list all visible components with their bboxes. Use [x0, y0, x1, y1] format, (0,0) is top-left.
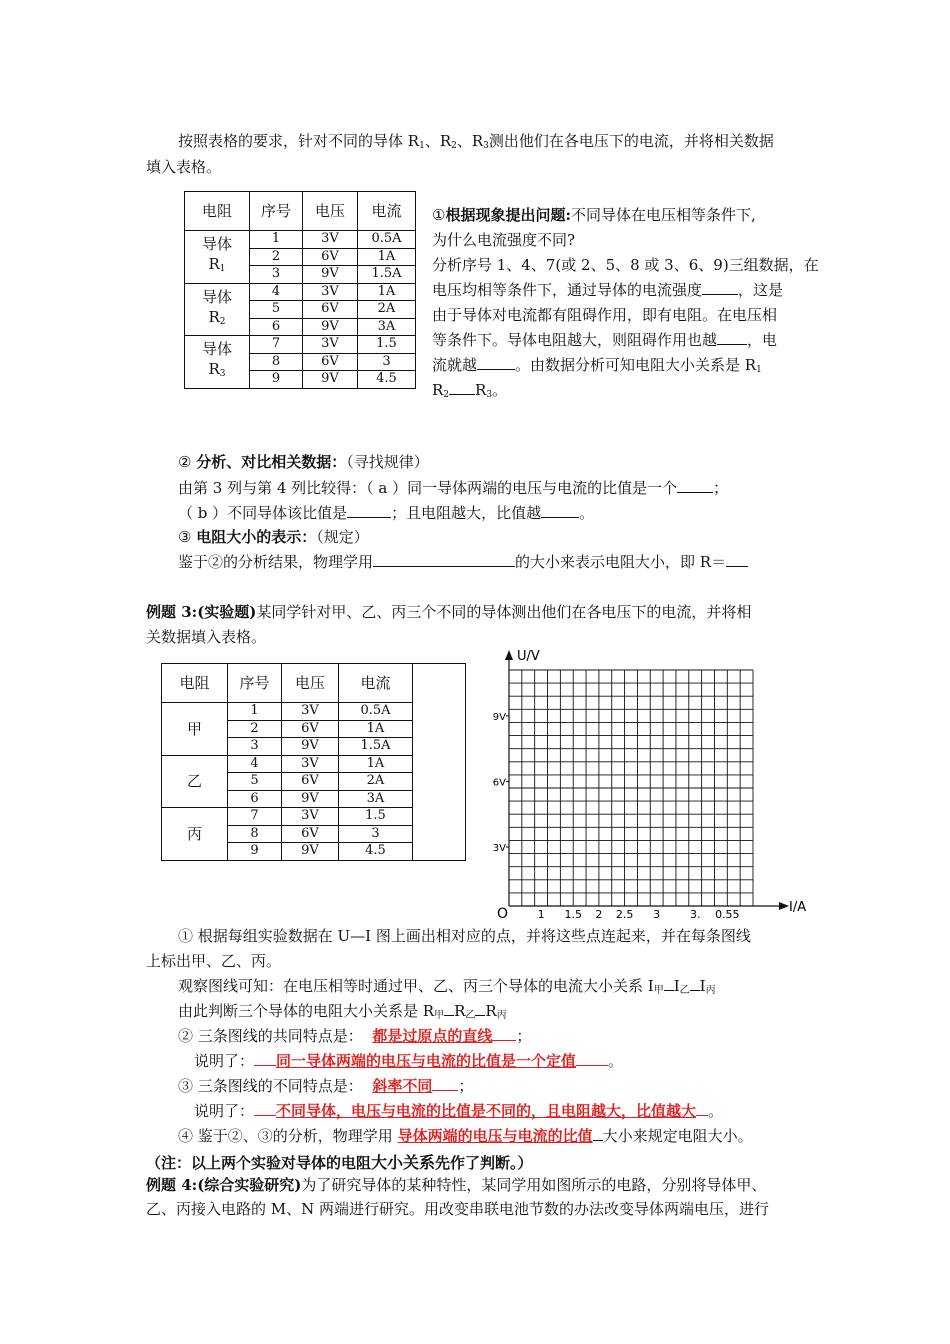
cell: 1.5: [339, 808, 413, 826]
side-question: ①根据现象提出问题:不同导体在电压相等条件下,: [432, 206, 756, 224]
fill-blank[interactable]: [444, 1001, 454, 1016]
observation-line: 观察图线可知：在电压相等时通过甲、乙、丙三个导体的电流大小关系 $I_甲$ $I_乙$ $I_丙$: [178, 977, 716, 996]
note-line: （注：以上两个实验对导体的电阻大小关系先作了判断。）: [146, 1153, 533, 1172]
cell: 9V: [282, 790, 339, 808]
x-tick-label: 2.5: [615, 908, 634, 921]
fill-blank[interactable]: [347, 503, 391, 518]
y-axis-label: U/V: [517, 649, 540, 664]
answer-q2-explain: 同一导体两端的电压与电流的比值是一个定值: [276, 1052, 577, 1070]
representation-title: ③ 电阻大小的表示：（规定）: [178, 528, 369, 546]
group-bing: 丙: [162, 808, 228, 861]
fill-blank[interactable]: [726, 552, 748, 567]
cell: 4: [250, 283, 303, 301]
side-line-2: 为什么电流强度不同?: [432, 231, 576, 249]
cell: 1A: [358, 248, 416, 266]
example4-line-2: 乙、丙接入电路的 M、N 两端进行研究。用改变串联电池节数的办法改变导体两端电压，进行: [146, 1200, 770, 1218]
cell: 9V: [303, 371, 358, 389]
cell: 1A: [358, 283, 416, 301]
example3-title: 例题 3:(实验题)某同学针对甲、乙、丙三个不同的导体测出他们在各电压下的电流，并将相: [146, 603, 752, 621]
cell: 6: [228, 790, 282, 808]
header-resistance: 电阻: [185, 192, 250, 231]
y-tick-label: 3V: [492, 843, 506, 854]
cell: 3A: [358, 318, 416, 336]
fill-blank[interactable]: [717, 330, 747, 345]
cell: 6V: [282, 773, 339, 791]
table-conductors-abc: [161, 663, 466, 861]
cell: 6V: [303, 353, 358, 371]
header-index: 序号: [250, 192, 303, 231]
table-header-row: [162, 664, 466, 703]
y-tick-label: 9V: [492, 711, 506, 723]
x-tick-label: 3: [653, 908, 661, 921]
x-tick-label: 1.5: [564, 908, 582, 921]
header-voltage: 电压: [303, 192, 358, 231]
fill-blank[interactable]: [690, 976, 700, 991]
header-current: 电流: [358, 192, 416, 231]
cell: 6: [250, 318, 303, 336]
cell: 1A: [339, 720, 413, 738]
side-line-8: $R_2$ $R_3$。: [432, 381, 508, 400]
cell: 4.5: [339, 843, 413, 861]
cell: 2A: [358, 301, 416, 319]
cell: 3V: [303, 336, 358, 354]
x-tick-label: 1: [537, 908, 545, 921]
side-line-5: 由于导体对电流都有阻碍作用，即有电阻。在电压相: [432, 306, 778, 324]
origin-label: O: [497, 906, 509, 922]
q2-line: ② 三条图线的共同特点是： 都是过原点的直线 ；: [178, 1027, 532, 1045]
side-line-4: 电压均相等条件下，通过导体的电流强度 ，这是: [432, 281, 784, 299]
q2-explain-line: 说明了： 同一导体两端的电压与电流的比值是一个定值 。: [194, 1052, 624, 1070]
y-tick-label: 6V: [492, 777, 506, 789]
cell: 7: [228, 808, 282, 826]
cell: 6V: [303, 301, 358, 319]
x-ticks: [538, 908, 740, 921]
cell: 3V: [282, 808, 339, 826]
cell: 1A: [339, 755, 413, 773]
cell: 5: [250, 301, 303, 319]
judgement-line: 由此判断三个导体的电阻大小关系是 $R_甲$ $R_乙$ $R_丙$: [178, 1002, 507, 1021]
fill-blank[interactable]: [475, 1001, 485, 1016]
cell: 3: [228, 738, 282, 756]
header-index: 序号: [228, 664, 282, 703]
cell: 3V: [282, 703, 339, 721]
cell: 6V: [303, 248, 358, 266]
header-resistance: 电阻: [162, 664, 228, 703]
fill-blank[interactable]: [477, 355, 515, 370]
cell: 0.5A: [358, 231, 416, 249]
ui-chart: [485, 648, 815, 923]
example4-title: 例题 4:(综合实验研究)为了研究导体的某种特性，某同学用如图所示的电路，分别将导体甲、: [146, 1176, 767, 1194]
cell: 1.5: [358, 336, 416, 354]
fill-blank[interactable]: [702, 280, 738, 295]
cell: 6V: [282, 720, 339, 738]
side-line-6: 等条件下。导体电阻越大，则阻碍作用也越 ，电: [432, 331, 778, 349]
group-jia: 甲: [162, 703, 228, 756]
group-r2: 导体 $R_2$: [185, 283, 250, 336]
analysis-title: ② 分析、对比相关数据：（寻找规律）: [178, 453, 429, 471]
q1-line-1: ① 根据每组实验数据在 U—I 图上画出相对应的点，并将这些点连起来，并在每条图线: [178, 927, 751, 945]
cell: 1: [228, 703, 282, 721]
answer-q4: 导体两端的电压与电流的比值: [397, 1127, 593, 1145]
side-line-7: 流就越 。由数据分析可知电阻大小关系是 $R_1$: [432, 356, 762, 375]
answer-q2: 都是过原点的直线: [372, 1027, 493, 1045]
x-axis-label: I/A: [789, 900, 807, 915]
cell: 1.5A: [358, 266, 416, 284]
x-axis-arrow: [779, 902, 789, 910]
side-line-3: 分析序号 1、4、7(或 2、5、8 或 3、6、9)三组数据，在: [432, 256, 819, 274]
table-conductors-r: [184, 191, 416, 389]
q3-explain-line: 说明了： 不同导体，电压与电流的比值是不同的，且电阻越大，比值越大 。: [194, 1102, 724, 1120]
cell: 9V: [282, 738, 339, 756]
fill-blank[interactable]: [664, 976, 674, 991]
header-voltage: 电压: [282, 664, 339, 703]
cell: 9: [250, 371, 303, 389]
cell: 2: [250, 248, 303, 266]
cell: 3: [250, 266, 303, 284]
cell: 3V: [303, 231, 358, 249]
answer-q3-explain: 不同导体，电压与电流的比值是不同的，且电阻越大，比值越大: [276, 1102, 697, 1120]
cell: 9: [228, 843, 282, 861]
x-tick-label: 2: [595, 908, 603, 921]
cell: 5: [228, 773, 282, 791]
cell: 8: [228, 825, 282, 843]
fill-blank[interactable]: [449, 380, 475, 395]
cell: 2A: [339, 773, 413, 791]
cell: 1.5A: [339, 738, 413, 756]
cell: 8: [250, 353, 303, 371]
table-header-row: [185, 192, 416, 231]
analysis-line-2: （ b ）不同导体该比值是 ；且电阻越大，比值越 。: [178, 504, 595, 522]
q4-line: ④ 鉴于②、③的分析，物理学用 导体两端的电压与电流的比值 大小来规定电阻大小。: [178, 1127, 753, 1145]
y-axis-arrow: [505, 650, 513, 660]
intro-line-1: 按照表格的要求，针对不同的导体 $R_1$、$R_2$、$R_3$测出他们在各电压下的电流，并将相关数据: [178, 132, 774, 151]
cell: 3: [339, 825, 413, 843]
cell: 4.5: [358, 371, 416, 389]
cell: 3: [358, 353, 416, 371]
x-tick-label: 0.55: [715, 908, 740, 921]
group-r1: 导体 $R_1$: [185, 231, 250, 284]
example3-line-2: 关数据填入表格。: [146, 628, 267, 646]
table-row: [185, 283, 416, 301]
table-row: [185, 231, 416, 249]
answer-q3: 斜率不同: [372, 1077, 433, 1095]
table-row: [185, 336, 416, 354]
analysis-line-1: 由第 3 列与第 4 列比较得：（ a ）同一导体两端的电压与电流的比值是一个 ；: [178, 479, 729, 497]
fill-blank[interactable]: [373, 552, 515, 567]
table-empty-column: [413, 664, 466, 861]
cell: 9V: [282, 843, 339, 861]
x-tick-label: 3.: [689, 908, 701, 921]
cell: 9V: [303, 318, 358, 336]
cell: 4: [228, 755, 282, 773]
cell: 1: [250, 231, 303, 249]
representation-line: 鉴于②的分析结果，物理学用 的大小来表示电阻大小，即 R＝: [178, 551, 748, 572]
cell: 2: [228, 720, 282, 738]
cell: 3A: [339, 790, 413, 808]
q3-line: ③ 三条图线的不同特点是： 斜率不同 ；: [178, 1077, 474, 1095]
cell: 3V: [282, 755, 339, 773]
header-current: 电流: [339, 664, 413, 703]
cell: 9V: [303, 266, 358, 284]
chart-grid: [509, 670, 753, 906]
cell: 7: [250, 336, 303, 354]
fill-blank[interactable]: [541, 503, 579, 518]
cell: 0.5A: [339, 703, 413, 721]
group-yi: 乙: [162, 755, 228, 808]
intro-line-2: 填入表格。: [146, 158, 222, 176]
cell: 6V: [282, 825, 339, 843]
cell: 3V: [303, 283, 358, 301]
q1-line-2: 上标出甲、乙、丙。: [146, 952, 282, 970]
group-r3: 导体 $R_3$: [185, 336, 250, 389]
fill-blank[interactable]: [677, 478, 713, 493]
y-ticks: [493, 712, 509, 854]
